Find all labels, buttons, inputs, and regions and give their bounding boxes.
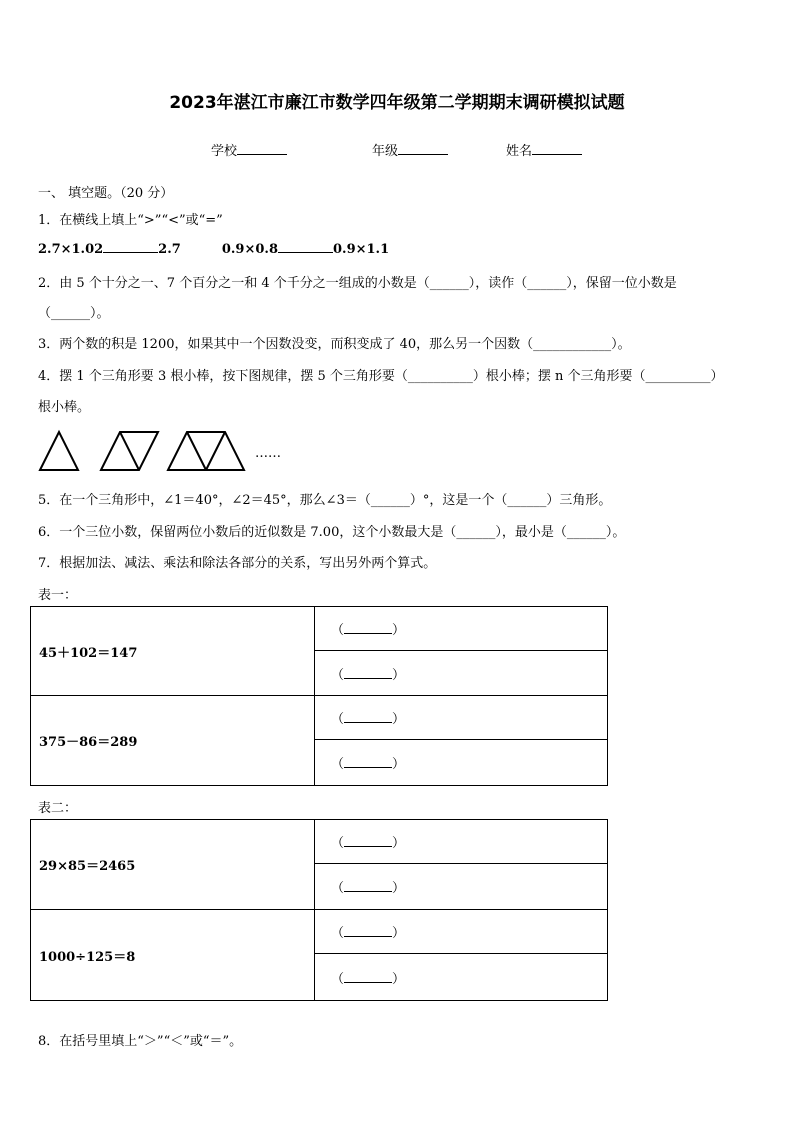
name-blank[interactable]: [532, 142, 582, 155]
table-2-equation-2: 1000÷125＝8: [31, 910, 315, 1001]
table-2-answer-3[interactable]: （ ）: [315, 910, 608, 954]
question-3: 3．两个数的积是 1200，如果其中一个因数没变，而积变成了 40，那么另一个因数（____________）。: [38, 337, 631, 352]
table-1-answer-3[interactable]: （ ）: [315, 696, 608, 740]
question-1-expressions: [38, 240, 389, 257]
pattern-ellipsis: ……: [255, 446, 281, 461]
school-label: 学校: [211, 144, 238, 159]
grade-label: 年级: [372, 144, 399, 159]
school-field[interactable]: [211, 140, 287, 159]
triangle-group-2: [101, 432, 158, 470]
triangle-pattern-figure: [36, 428, 256, 474]
name-field[interactable]: [506, 140, 582, 159]
expr1-right: 2.7: [158, 242, 181, 257]
question-5: 5．在一个三角形中，∠1＝40°，∠2＝45°，那么∠3＝（______）°，这是一个（______）三角形。: [38, 493, 612, 508]
table-1-answer-1[interactable]: （ ）: [315, 607, 608, 651]
question-1: 1．在横线上填上“>”“<”或“=”: [38, 213, 223, 228]
table-1-answer-4[interactable]: （ ）: [315, 740, 608, 786]
school-blank[interactable]: [237, 142, 287, 155]
table-2-answer-4[interactable]: （ ）: [315, 954, 608, 1001]
question-4-line1: 4．摆 1 个三角形要 3 根小棒，按下图规律，摆 5 个三角形要（__________）根小棒；摆 n 个三角形要（__________）: [38, 369, 724, 384]
table-1-answer-2[interactable]: （ ）: [315, 651, 608, 696]
expr2-blank[interactable]: [278, 240, 333, 253]
grade-blank[interactable]: [398, 142, 448, 155]
table-2-equation-1: 29×85＝2465: [31, 820, 315, 910]
triangle-group-1: [40, 432, 78, 470]
question-8: 8．在括号里填上“＞”“＜”或“＝”。: [38, 1034, 243, 1049]
table-2-answer-1[interactable]: （ ）: [315, 820, 608, 864]
expr1-blank[interactable]: [103, 240, 158, 253]
table-1-equation-2: 375－86＝289: [31, 696, 315, 786]
table-1-label: 表一：: [38, 588, 78, 603]
question-2-line1: 2．由 5 个十分之一、7 个百分之一和 4 个千分之一组成的小数是（______），读作（______），保留一位小数是: [38, 276, 677, 291]
question-4-line2: 根小棒。: [38, 400, 91, 415]
triangle-group-3: [168, 432, 244, 470]
expr2-left: 0.9×0.8: [221, 242, 278, 257]
question-6: 6．一个三位小数，保留两位小数后的近似数是 7.00，这个小数最大是（______），最小是（______）。: [38, 525, 626, 540]
table-1-equation-1: 45＋102＝147: [31, 607, 315, 696]
question-7: 7．根据加法、减法、乘法和除法各部分的关系，写出另外两个算式。: [38, 556, 437, 571]
expr2-right: 0.9×1.1: [333, 242, 390, 257]
grade-field[interactable]: [372, 140, 448, 159]
page-title: 2023年湛江市廉江市数学四年级第二学期期末调研模拟试题: [169, 93, 625, 113]
table-2-answer-2[interactable]: （ ）: [315, 864, 608, 910]
table-1: [30, 606, 608, 786]
question-2-line2: （______）。: [38, 306, 110, 321]
table-2-label: 表二：: [38, 801, 78, 816]
table-2: [30, 819, 608, 1001]
name-label: 姓名: [506, 144, 533, 159]
expr1-left: 2.7×1.02: [38, 242, 104, 257]
section-heading: 一、 填空题。（20 分）: [38, 186, 174, 201]
